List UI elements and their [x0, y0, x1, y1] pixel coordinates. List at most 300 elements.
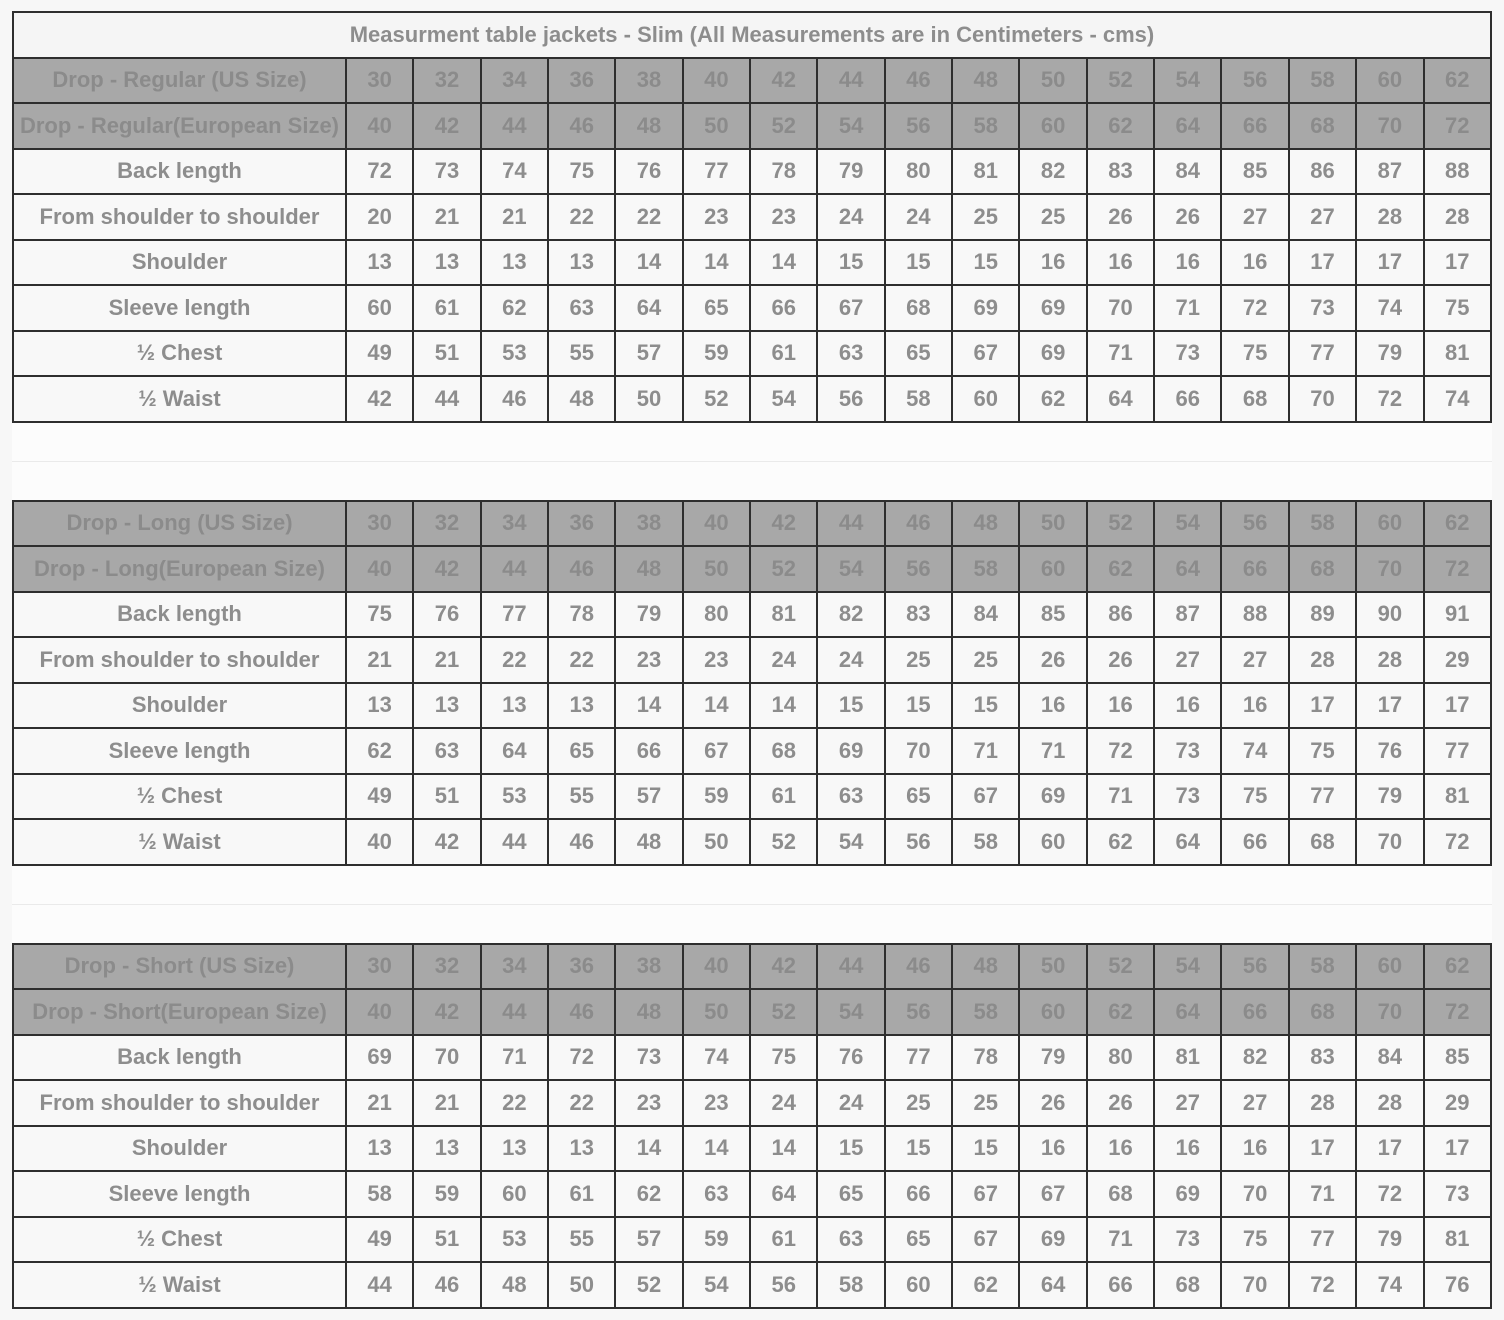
measurement-value-cell: 14	[615, 683, 682, 729]
measurement-value-cell: 75	[1221, 774, 1288, 820]
measurement-label-cell: Shoulder	[13, 240, 346, 286]
measurement-value-cell: 63	[817, 1217, 884, 1263]
measurement-value-cell: 70	[1289, 376, 1356, 422]
size-number-cell: 44	[481, 103, 548, 149]
measurement-value-cell: 61	[413, 285, 480, 331]
measurement-value-cell: 21	[413, 194, 480, 240]
measurement-value-cell: 23	[750, 194, 817, 240]
size-number-cell: 72	[1424, 546, 1492, 592]
size-header-label-cell: Drop - Short (US Size)	[13, 944, 346, 990]
measurement-value-cell: 79	[1019, 1035, 1086, 1081]
size-number-cell: 58	[952, 989, 1019, 1035]
size-number-cell: 56	[1221, 58, 1288, 104]
gap-divider-line	[12, 904, 1492, 905]
measurement-value-cell: 13	[413, 240, 480, 286]
measurement-label-cell: Sleeve length	[13, 285, 346, 331]
measurement-value-cell: 17	[1356, 240, 1423, 286]
measurement-value-cell: 17	[1289, 683, 1356, 729]
measurement-value-cell: 81	[1154, 1035, 1221, 1081]
measurement-value-cell: 75	[346, 592, 413, 638]
measurement-value-cell: 16	[1087, 1126, 1154, 1172]
measurement-value-cell: 64	[1154, 819, 1221, 865]
measurement-value-cell: 52	[750, 819, 817, 865]
measurement-value-cell: 75	[1221, 331, 1288, 377]
measurement-label-cell: Back length	[13, 592, 346, 638]
size-number-cell: 56	[885, 103, 952, 149]
measurement-value-cell: 68	[885, 285, 952, 331]
measurement-value-cell: 60	[885, 1262, 952, 1308]
measurement-value-cell: 13	[481, 1126, 548, 1172]
measurement-value-cell: 56	[817, 376, 884, 422]
measurement-value-cell: 81	[952, 149, 1019, 195]
measurement-value-cell: 24	[817, 637, 884, 683]
size-number-cell: 38	[615, 501, 682, 547]
size-number-cell: 44	[817, 944, 884, 990]
measurement-value-cell: 61	[750, 1217, 817, 1263]
size-number-cell: 42	[413, 103, 480, 149]
measurement-value-cell: 73	[1154, 728, 1221, 774]
measurement-value-cell: 62	[615, 1171, 682, 1217]
measurement-row	[13, 1262, 1491, 1308]
measurement-label-cell: ½ Chest	[13, 331, 346, 377]
measurement-value-cell: 75	[750, 1035, 817, 1081]
measurement-value-cell: 16	[1221, 683, 1288, 729]
measurement-value-cell: 82	[1019, 149, 1086, 195]
measurement-value-cell: 60	[1019, 819, 1086, 865]
measurement-value-cell: 69	[1019, 774, 1086, 820]
measurement-label-cell: Shoulder	[13, 683, 346, 729]
size-table-long	[12, 500, 1492, 866]
measurement-value-cell: 14	[750, 683, 817, 729]
measurement-value-cell: 28	[1356, 637, 1423, 683]
measurement-value-cell: 67	[952, 774, 1019, 820]
measurement-value-cell: 84	[952, 592, 1019, 638]
measurement-value-cell: 86	[1289, 149, 1356, 195]
size-number-cell: 46	[548, 103, 615, 149]
size-number-cell: 40	[346, 546, 413, 592]
measurement-value-cell: 27	[1221, 1080, 1288, 1126]
size-header-label-cell: Drop - Regular (US Size)	[13, 58, 346, 104]
measurement-value-cell: 68	[1087, 1171, 1154, 1217]
measurement-value-cell: 50	[683, 819, 750, 865]
measurement-row	[13, 1080, 1491, 1126]
measurement-label-cell: ½ Waist	[13, 1262, 346, 1308]
measurement-row	[13, 285, 1491, 331]
measurement-value-cell: 72	[1424, 819, 1492, 865]
measurement-value-cell: 24	[885, 194, 952, 240]
measurement-value-cell: 14	[750, 240, 817, 286]
size-number-cell: 50	[683, 546, 750, 592]
size-number-cell: 34	[481, 58, 548, 104]
measurement-value-cell: 51	[413, 1217, 480, 1263]
measurement-value-cell: 83	[1289, 1035, 1356, 1081]
measurement-value-cell: 16	[1221, 1126, 1288, 1172]
size-number-cell: 50	[1019, 501, 1086, 547]
measurement-value-cell: 82	[1221, 1035, 1288, 1081]
size-number-cell: 36	[548, 501, 615, 547]
measurement-value-cell: 28	[1356, 1080, 1423, 1126]
measurement-value-cell: 87	[1154, 592, 1221, 638]
size-header-label-cell: Drop - Long(European Size)	[13, 546, 346, 592]
size-header-label-cell: Drop - Regular(European Size)	[13, 103, 346, 149]
size-number-cell: 60	[1356, 501, 1423, 547]
measurement-value-cell: 68	[750, 728, 817, 774]
measurement-value-cell: 17	[1424, 683, 1492, 729]
size-number-cell: 50	[1019, 58, 1086, 104]
measurement-value-cell: 73	[1154, 331, 1221, 377]
measurement-value-cell: 26	[1019, 1080, 1086, 1126]
measurement-value-cell: 77	[1424, 728, 1492, 774]
measurement-value-cell: 13	[346, 683, 413, 729]
measurement-value-cell: 73	[1154, 774, 1221, 820]
size-number-cell: 44	[817, 58, 884, 104]
measurement-row	[13, 774, 1491, 820]
measurement-value-cell: 73	[1424, 1171, 1492, 1217]
measurement-value-cell: 48	[481, 1262, 548, 1308]
measurement-value-cell: 21	[413, 1080, 480, 1126]
measurement-row	[13, 331, 1491, 377]
size-number-cell: 68	[1289, 546, 1356, 592]
size-number-cell: 54	[817, 989, 884, 1035]
measurement-value-cell: 54	[750, 376, 817, 422]
measurement-value-cell: 14	[683, 683, 750, 729]
measurement-value-cell: 54	[683, 1262, 750, 1308]
measurement-value-cell: 68	[1289, 819, 1356, 865]
size-number-cell: 66	[1221, 989, 1288, 1035]
measurement-value-cell: 67	[952, 1171, 1019, 1217]
size-number-cell: 58	[1289, 944, 1356, 990]
measurement-value-cell: 62	[346, 728, 413, 774]
measurement-value-cell: 22	[481, 1080, 548, 1126]
measurement-value-cell: 79	[1356, 774, 1423, 820]
measurement-value-cell: 79	[817, 149, 884, 195]
measurement-value-cell: 13	[413, 1126, 480, 1172]
measurement-value-cell: 75	[1289, 728, 1356, 774]
size-number-cell: 42	[413, 546, 480, 592]
measurement-value-cell: 49	[346, 1217, 413, 1263]
measurement-value-cell: 13	[413, 683, 480, 729]
measurement-value-cell: 70	[413, 1035, 480, 1081]
measurement-value-cell: 82	[817, 592, 884, 638]
size-number-cell: 62	[1424, 58, 1492, 104]
measurement-value-cell: 65	[885, 774, 952, 820]
measurement-value-cell: 58	[817, 1262, 884, 1308]
size-number-cell: 40	[346, 103, 413, 149]
measurement-value-cell: 73	[413, 149, 480, 195]
measurement-value-cell: 14	[615, 240, 682, 286]
measurement-value-cell: 80	[885, 149, 952, 195]
measurement-value-cell: 70	[1221, 1262, 1288, 1308]
measurement-value-cell: 72	[346, 149, 413, 195]
measurement-value-cell: 74	[481, 149, 548, 195]
size-number-cell: 52	[750, 989, 817, 1035]
measurement-value-cell: 81	[1424, 331, 1492, 377]
size-number-cell: 36	[548, 58, 615, 104]
measurement-value-cell: 87	[1356, 149, 1423, 195]
measurement-value-cell: 61	[548, 1171, 615, 1217]
measurement-value-cell: 15	[817, 240, 884, 286]
measurement-value-cell: 27	[1154, 637, 1221, 683]
size-number-cell: 50	[683, 103, 750, 149]
measurement-value-cell: 68	[1221, 376, 1288, 422]
size-number-cell: 60	[1019, 546, 1086, 592]
measurement-value-cell: 55	[548, 331, 615, 377]
size-number-cell: 34	[481, 501, 548, 547]
measurement-value-cell: 52	[683, 376, 750, 422]
measurement-value-cell: 16	[1019, 1126, 1086, 1172]
size-number-cell: 30	[346, 501, 413, 547]
measurement-value-cell: 21	[346, 637, 413, 683]
size-number-cell: 46	[885, 501, 952, 547]
measurement-value-cell: 17	[1424, 1126, 1492, 1172]
measurement-value-cell: 28	[1289, 637, 1356, 683]
measurement-value-cell: 72	[1221, 285, 1288, 331]
measurement-label-cell: Back length	[13, 149, 346, 195]
measurement-value-cell: 26	[1087, 1080, 1154, 1126]
measurement-value-cell: 15	[885, 1126, 952, 1172]
measurement-value-cell: 74	[1356, 285, 1423, 331]
measurement-value-cell: 73	[1289, 285, 1356, 331]
size-number-cell: 72	[1424, 989, 1492, 1035]
measurement-value-cell: 27	[1289, 194, 1356, 240]
measurement-label-cell: Back length	[13, 1035, 346, 1081]
measurement-row	[13, 194, 1491, 240]
measurement-value-cell: 46	[481, 376, 548, 422]
measurement-value-cell: 53	[481, 331, 548, 377]
size-number-cell: 48	[952, 944, 1019, 990]
measurement-row	[13, 637, 1491, 683]
measurement-value-cell: 71	[481, 1035, 548, 1081]
measurement-value-cell: 76	[817, 1035, 884, 1081]
size-number-cell: 62	[1424, 944, 1492, 990]
measurement-label-cell: Shoulder	[13, 1126, 346, 1172]
measurement-value-cell: 15	[952, 683, 1019, 729]
size-number-cell: 64	[1154, 989, 1221, 1035]
measurement-value-cell: 73	[615, 1035, 682, 1081]
size-number-cell: 30	[346, 944, 413, 990]
size-number-cell: 52	[1087, 944, 1154, 990]
measurement-label-cell: ½ Chest	[13, 1217, 346, 1263]
measurement-value-cell: 13	[548, 683, 615, 729]
size-number-cell: 40	[683, 58, 750, 104]
measurement-value-cell: 76	[1424, 1262, 1492, 1308]
measurement-value-cell: 71	[1087, 1217, 1154, 1263]
size-number-cell: 56	[1221, 944, 1288, 990]
size-number-cell: 72	[1424, 103, 1492, 149]
measurement-value-cell: 42	[346, 376, 413, 422]
measurement-value-cell: 70	[885, 728, 952, 774]
size-number-cell: 48	[615, 103, 682, 149]
measurement-value-cell: 77	[885, 1035, 952, 1081]
measurement-value-cell: 13	[481, 683, 548, 729]
size-number-cell: 68	[1289, 103, 1356, 149]
measurement-value-cell: 26	[1154, 194, 1221, 240]
measurement-value-cell: 13	[548, 240, 615, 286]
measurement-value-cell: 16	[1087, 683, 1154, 729]
size-number-cell: 58	[1289, 501, 1356, 547]
measurement-value-cell: 49	[346, 774, 413, 820]
size-number-cell: 70	[1356, 103, 1423, 149]
size-number-cell: 46	[548, 546, 615, 592]
measurement-value-cell: 83	[885, 592, 952, 638]
measurement-value-cell: 21	[413, 637, 480, 683]
measurement-value-cell: 25	[952, 637, 1019, 683]
measurement-value-cell: 65	[885, 1217, 952, 1263]
measurement-value-cell: 27	[1221, 637, 1288, 683]
measurement-value-cell: 79	[1356, 1217, 1423, 1263]
measurement-value-cell: 26	[1019, 637, 1086, 683]
measurement-value-cell: 22	[548, 1080, 615, 1126]
measurement-value-cell: 66	[1221, 819, 1288, 865]
measurement-value-cell: 64	[481, 728, 548, 774]
size-number-cell: 38	[615, 58, 682, 104]
measurement-value-cell: 22	[548, 194, 615, 240]
measurement-value-cell: 70	[1087, 285, 1154, 331]
measurement-value-cell: 24	[817, 194, 884, 240]
measurement-value-cell: 26	[1087, 194, 1154, 240]
measurement-value-cell: 66	[885, 1171, 952, 1217]
measurement-value-cell: 67	[1019, 1171, 1086, 1217]
measurement-value-cell: 50	[548, 1262, 615, 1308]
measurement-value-cell: 78	[952, 1035, 1019, 1081]
measurement-value-cell: 67	[952, 331, 1019, 377]
measurement-value-cell: 62	[481, 285, 548, 331]
measurement-value-cell: 81	[1424, 774, 1492, 820]
measurement-value-cell: 70	[1221, 1171, 1288, 1217]
measurement-value-cell: 16	[1221, 240, 1288, 286]
measurement-value-cell: 78	[548, 592, 615, 638]
measurement-value-cell: 62	[1087, 819, 1154, 865]
measurement-value-cell: 22	[481, 637, 548, 683]
measurement-value-cell: 56	[750, 1262, 817, 1308]
size-number-cell: 62	[1424, 501, 1492, 547]
measurement-value-cell: 81	[1424, 1217, 1492, 1263]
measurement-value-cell: 91	[1424, 592, 1492, 638]
size-number-cell: 58	[952, 103, 1019, 149]
measurement-value-cell: 57	[615, 331, 682, 377]
measurement-value-cell: 25	[952, 194, 1019, 240]
measurement-value-cell: 14	[683, 1126, 750, 1172]
size-number-cell: 46	[885, 944, 952, 990]
measurement-row	[13, 149, 1491, 195]
measurement-value-cell: 74	[683, 1035, 750, 1081]
measurement-value-cell: 13	[481, 240, 548, 286]
size-number-cell: 42	[750, 944, 817, 990]
measurement-value-cell: 76	[413, 592, 480, 638]
size-table-short	[12, 943, 1492, 1309]
measurement-value-cell: 17	[1356, 1126, 1423, 1172]
measurement-value-cell: 85	[1221, 149, 1288, 195]
measurement-value-cell: 51	[413, 331, 480, 377]
table-title: Measurment table jackets - Slim (All Measurements are in Centimeters - cms)	[13, 12, 1491, 58]
measurement-value-cell: 69	[1019, 1217, 1086, 1263]
measurement-value-cell: 80	[683, 592, 750, 638]
size-number-cell: 50	[1019, 944, 1086, 990]
measurement-value-cell: 14	[615, 1126, 682, 1172]
measurement-value-cell: 72	[1087, 728, 1154, 774]
measurement-label-cell: From shoulder to shoulder	[13, 194, 346, 240]
measurement-value-cell: 60	[481, 1171, 548, 1217]
size-header-row	[13, 989, 1491, 1035]
measurement-value-cell: 72	[1289, 1262, 1356, 1308]
measurement-value-cell: 52	[615, 1262, 682, 1308]
measurement-value-cell: 77	[1289, 774, 1356, 820]
measurement-value-cell: 76	[1356, 728, 1423, 774]
measurement-value-cell: 63	[413, 728, 480, 774]
size-number-cell: 32	[413, 944, 480, 990]
measurement-value-cell: 64	[1087, 376, 1154, 422]
size-number-cell: 62	[1087, 989, 1154, 1035]
measurement-value-cell: 13	[548, 1126, 615, 1172]
size-number-cell: 46	[885, 58, 952, 104]
measurement-value-cell: 15	[817, 1126, 884, 1172]
measurement-value-cell: 62	[1019, 376, 1086, 422]
measurement-value-cell: 17	[1424, 240, 1492, 286]
measurement-value-cell: 60	[952, 376, 1019, 422]
size-number-cell: 48	[615, 989, 682, 1035]
measurement-value-cell: 20	[346, 194, 413, 240]
size-number-cell: 42	[413, 989, 480, 1035]
size-number-cell: 48	[952, 58, 1019, 104]
measurement-value-cell: 16	[1154, 1126, 1221, 1172]
measurement-value-cell: 26	[1087, 637, 1154, 683]
measurement-value-cell: 48	[615, 819, 682, 865]
size-number-cell: 54	[1154, 944, 1221, 990]
measurement-row	[13, 376, 1491, 422]
measurement-value-cell: 77	[1289, 1217, 1356, 1263]
measurement-value-cell: 17	[1289, 1126, 1356, 1172]
measurement-value-cell: 81	[750, 592, 817, 638]
measurement-value-cell: 28	[1356, 194, 1423, 240]
size-number-cell: 56	[885, 989, 952, 1035]
size-number-cell: 62	[1087, 103, 1154, 149]
measurement-value-cell: 23	[683, 1080, 750, 1126]
size-number-cell: 56	[885, 546, 952, 592]
measurement-value-cell: 75	[1221, 1217, 1288, 1263]
section-gap	[12, 423, 1492, 500]
measurement-value-cell: 42	[413, 819, 480, 865]
measurement-value-cell: 68	[1154, 1262, 1221, 1308]
measurement-row	[13, 728, 1491, 774]
size-number-cell: 68	[1289, 989, 1356, 1035]
size-number-cell: 46	[548, 989, 615, 1035]
measurement-value-cell: 88	[1424, 149, 1492, 195]
measurement-value-cell: 71	[1154, 285, 1221, 331]
size-number-cell: 48	[952, 501, 1019, 547]
measurement-value-cell: 21	[346, 1080, 413, 1126]
measurement-value-cell: 48	[548, 376, 615, 422]
measurement-value-cell: 77	[683, 149, 750, 195]
measurement-value-cell: 70	[1356, 819, 1423, 865]
measurement-value-cell: 86	[1087, 592, 1154, 638]
measurement-value-cell: 74	[1356, 1262, 1423, 1308]
size-number-cell: 52	[750, 103, 817, 149]
measurement-value-cell: 25	[1019, 194, 1086, 240]
measurement-value-cell: 27	[1154, 1080, 1221, 1126]
size-number-cell: 30	[346, 58, 413, 104]
measurement-value-cell: 61	[750, 774, 817, 820]
measurement-value-cell: 64	[1019, 1262, 1086, 1308]
size-number-cell: 44	[481, 546, 548, 592]
size-number-cell: 60	[1356, 58, 1423, 104]
measurement-label-cell: ½ Chest	[13, 774, 346, 820]
measurement-value-cell: 55	[548, 774, 615, 820]
size-number-cell: 64	[1154, 103, 1221, 149]
size-header-row	[13, 944, 1491, 990]
measurement-value-cell: 53	[481, 1217, 548, 1263]
measurement-value-cell: 69	[952, 285, 1019, 331]
measurement-value-cell: 17	[1289, 240, 1356, 286]
